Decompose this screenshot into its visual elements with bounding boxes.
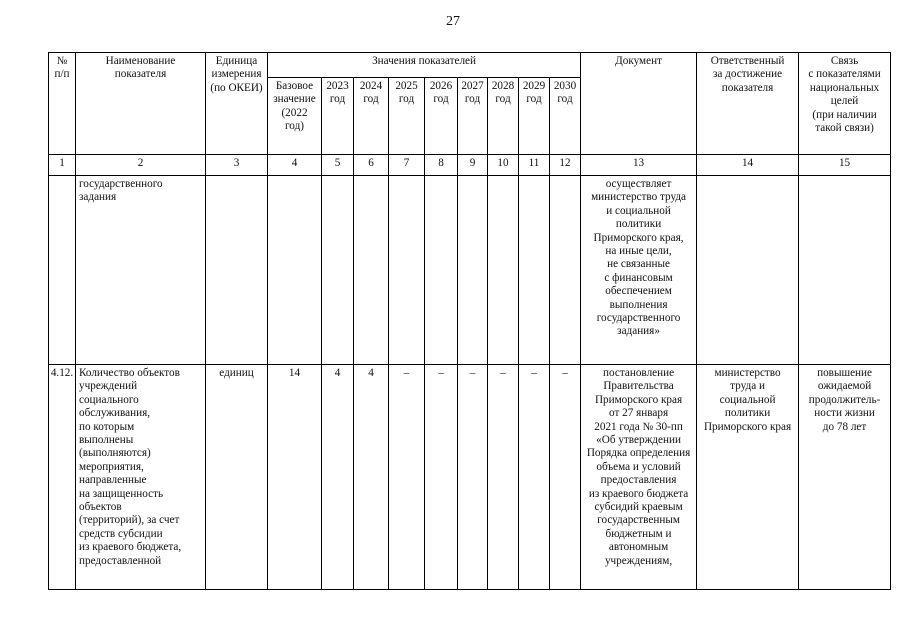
row-value: –: [550, 365, 581, 590]
row-name: Количество объектов учреждений социального обслуживания, по которым выполнены (выполняются) мероприятия, направленные на защищенность объектов (территорий), за счет средств субсидии из краевого бюджета, предоставленной: [76, 365, 206, 590]
table-row: [49, 176, 891, 365]
row-value: [488, 176, 519, 365]
header-name: Наименование показателя: [76, 53, 206, 155]
row-value: [322, 176, 354, 365]
row-value: –: [519, 365, 550, 590]
row-unit: [206, 176, 268, 365]
row-value: [425, 176, 458, 365]
row-value: [519, 176, 550, 365]
row-value: [354, 176, 389, 365]
row-base: 14: [268, 365, 322, 590]
row-value: [458, 176, 488, 365]
column-number: 12: [550, 155, 581, 176]
header-unit: Единица измерения (по ОКЕИ): [206, 53, 268, 155]
header-row: [49, 53, 891, 78]
column-number-row: [49, 155, 891, 176]
table-row: [49, 365, 891, 590]
header-responsible: Ответственный за достижение показателя: [697, 53, 799, 155]
header-year: 2028 год: [488, 78, 519, 155]
header-year: 2026 год: [425, 78, 458, 155]
header-year: 2030 год: [550, 78, 581, 155]
header-year: 2027 год: [458, 78, 488, 155]
column-number: 8: [425, 155, 458, 176]
column-number: 7: [389, 155, 425, 176]
row-value: [389, 176, 425, 365]
column-number: 10: [488, 155, 519, 176]
row-value: 4: [354, 365, 389, 590]
row-unit: единиц: [206, 365, 268, 590]
column-number: 2: [76, 155, 206, 176]
header-year: 2023 год: [322, 78, 354, 155]
row-link: повышение ожидаемой продолжитель- ности жизни до 78 лет: [799, 365, 891, 590]
row-document: осуществляет министерство труда и социальной политики Приморского края, на иные цели, не связанные с финансовым обеспечением выполнения государственного задания»: [581, 176, 697, 365]
column-number: 3: [206, 155, 268, 176]
header-year: 2029 год: [519, 78, 550, 155]
row-value: –: [425, 365, 458, 590]
row-value: 4: [322, 365, 354, 590]
column-number: 4: [268, 155, 322, 176]
header-year: 2025 год: [389, 78, 425, 155]
column-number: 14: [697, 155, 799, 176]
row-value: [550, 176, 581, 365]
row-name: государственного задания: [76, 176, 206, 365]
row-num: 4.12.: [49, 365, 76, 590]
header-base: Базовое значение (2022 год): [268, 78, 322, 155]
indicators-table: [48, 52, 891, 590]
row-link: [799, 176, 891, 365]
column-number: 15: [799, 155, 891, 176]
header-link: Связь с показателями национальных целей (при наличии такой связи): [799, 53, 891, 155]
page-number: 27: [446, 14, 460, 29]
row-responsible: [697, 176, 799, 365]
row-value: –: [458, 365, 488, 590]
row-responsible: министерство труда и социальной политики Приморского края: [697, 365, 799, 590]
header-num: № п/п: [49, 53, 76, 155]
header-year: 2024 год: [354, 78, 389, 155]
header-values-group: Значения показателей: [268, 53, 581, 78]
row-base: [268, 176, 322, 365]
column-number: 11: [519, 155, 550, 176]
column-number: 5: [322, 155, 354, 176]
header-document: Документ: [581, 53, 697, 155]
column-number: 9: [458, 155, 488, 176]
column-number: 13: [581, 155, 697, 176]
row-document: постановление Правительства Приморского края от 27 января 2021 года № 30-пп «Об утверждении Порядка определения объема и условий предоставления из краевого бюджета субсидий краевым государственным бюджетным и автономным учреждениям,: [581, 365, 697, 590]
row-value: –: [488, 365, 519, 590]
row-num: [49, 176, 76, 365]
column-number: 6: [354, 155, 389, 176]
column-number: 1: [49, 155, 76, 176]
row-value: –: [389, 365, 425, 590]
